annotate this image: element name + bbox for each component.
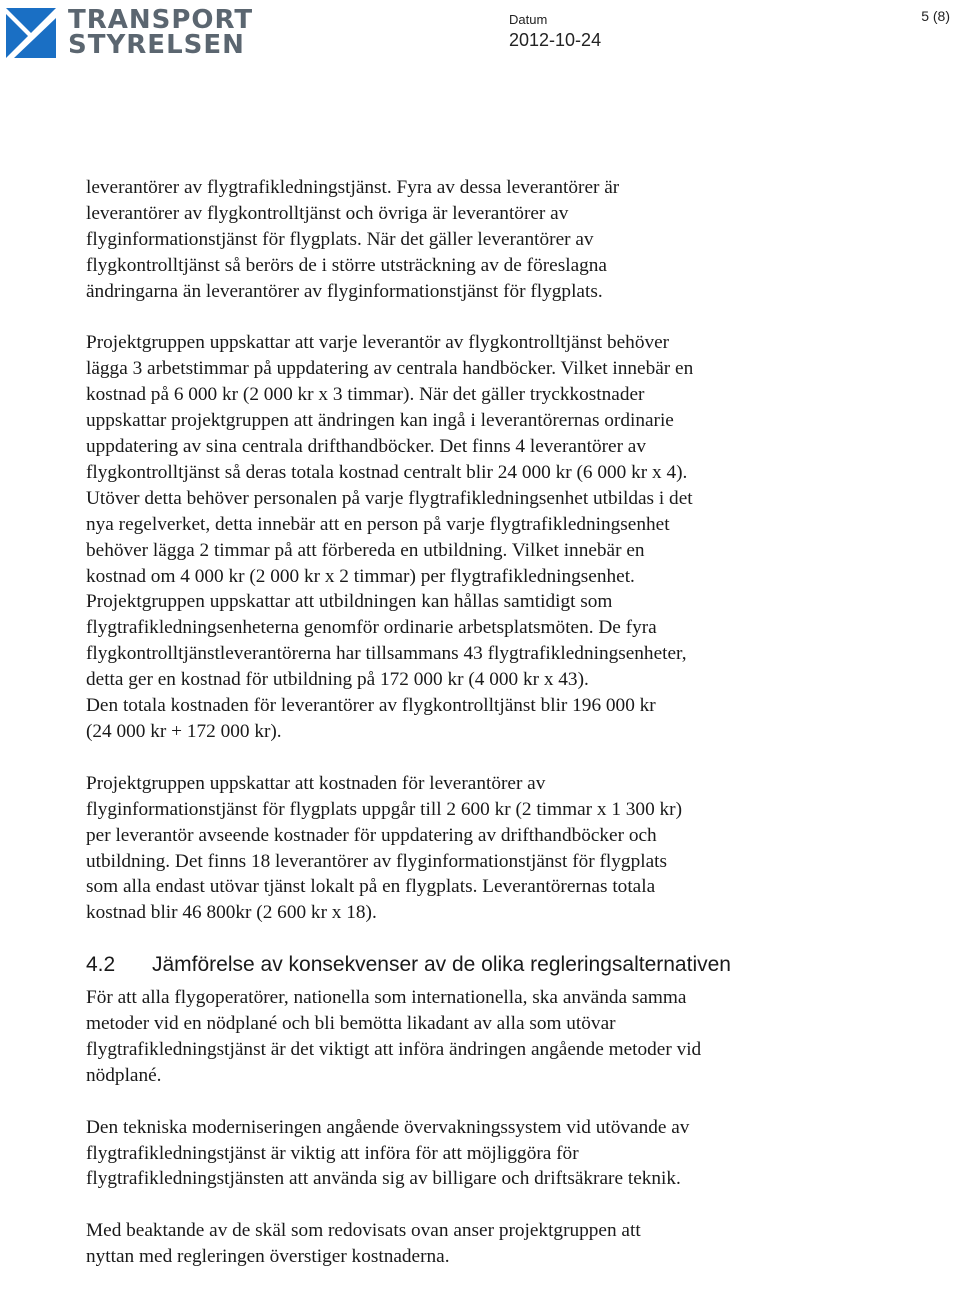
paragraph-1 xyxy=(86,175,816,305)
date-value: 2012-10-24 xyxy=(509,30,602,50)
text-line: nya regelverket, detta innebär att en person på varje flygtrafikledningsenhet xyxy=(86,513,670,535)
transportstyrelsen-logo xyxy=(4,5,254,62)
text-line: flygkontrolltjänst så berörs de i större utsträckning av de föreslagna xyxy=(86,254,607,276)
section-heading xyxy=(86,952,816,978)
text-line: För att alla flygoperatörer, nationella som internationella, ska använda samma xyxy=(86,987,687,1009)
paragraph-5 xyxy=(86,1115,816,1193)
text-line: flyginformationstjänst för flygplats uppgår till 2 600 kr (2 timmar x 1 300 kr) xyxy=(86,798,683,820)
paragraph-3 xyxy=(86,771,816,926)
text-line: metoder vid en nödplané och bli bemötta likadant av alla som utövar xyxy=(86,1013,616,1035)
text-line: leverantörer av flygtrafikledningstjänst. Fyra av dessa leverantörer är xyxy=(86,177,620,198)
text-line: detta ger en kostnad för utbildning på 172 000 kr (4 000 kr x 43). xyxy=(86,669,589,691)
text-line: uppskattar projektgruppen att ändringen kan ingå i leverantörernas ordinarie xyxy=(86,410,674,432)
paragraph-2 xyxy=(86,330,816,745)
text-line: ändringarna än leverantörer av flyginformationstjänst för flygplats. xyxy=(86,280,603,302)
page-number: 5 (8) xyxy=(921,8,950,24)
text-line: Projektgruppen uppskattar att varje leverantör av flygkontrolltjänst behöver xyxy=(86,332,670,354)
paragraph-4 xyxy=(86,985,816,1089)
text-line: per leverantör avseende kostnader för uppdatering av drifthandböcker och xyxy=(86,824,657,846)
text-line: flygkontrolltjänstleverantörerna har tillsammans 43 flygtrafikledningsenheter, xyxy=(86,643,687,665)
text-line: flygtrafikledningstjänst är det viktigt att införa ändringen angående metoder vid xyxy=(86,1038,702,1060)
text-line: behöver lägga 2 timmar på att förbereda en utbildning. Vilket innebär en xyxy=(86,539,645,561)
text-line: Projektgruppen uppskattar att utbildningen kan hållas samtidigt som xyxy=(86,591,613,613)
text-line: nyttan med regleringen överstiger kostnaderna. xyxy=(86,1246,450,1268)
text-line: flygtrafikledningsenheterna genomför ordinarie arbetsplatsmöten. De fyra xyxy=(86,617,657,639)
text-line: Projektgruppen uppskattar att kostnaden för leverantörer av xyxy=(86,772,546,794)
text-line: flygtrafikledningstjänsten att använda sig av billigare och driftsäkrare teknik. xyxy=(86,1168,681,1190)
paragraph-6 xyxy=(86,1218,816,1270)
section-number: 4.2 xyxy=(86,953,116,977)
text-line: som alla endast utövar tjänst lokalt på en flygplats. Leverantörernas totala xyxy=(86,876,656,898)
text-line: Den totala kostnaden för leverantörer av flygkontrolltjänst blir 196 000 kr xyxy=(86,695,656,717)
text-line: kostnad blir 46 800kr (2 600 kr x 18). xyxy=(86,902,377,924)
text-line: Utöver detta behöver personalen på varje flygtrafikledningsenhet utbildas i det xyxy=(86,487,693,509)
text-line: nödplané. xyxy=(86,1064,162,1086)
text-line: Den tekniska moderniseringen angående övervakningssystem vid utövande av xyxy=(86,1116,690,1138)
text-line: lägga 3 arbetstimmar på uppdatering av centrala handböcker. Vilket innebär en xyxy=(86,358,694,380)
date-label: Datum xyxy=(509,12,548,27)
logo-line-1: TRANSPORT xyxy=(68,5,254,35)
section-title: Jämförelse av konsekvenser av de olika regleringsalternativen xyxy=(152,953,731,977)
text-line: (24 000 kr + 172 000 kr). xyxy=(86,721,282,743)
text-line: leverantörer av flygkontrolltjänst och övriga är leverantörer av xyxy=(86,202,569,224)
text-line: flygkontrolltjänst så deras totala kostnad centralt blir 24 000 kr (6 000 kr x 4). xyxy=(86,461,688,483)
text-line: kostnad på 6 000 kr (2 000 kr x 3 timmar). När det gäller tryckkostnader xyxy=(86,384,645,406)
logo-mark-icon xyxy=(4,6,62,60)
logo-wordmark xyxy=(68,5,254,60)
text-line: flygtrafikledningstjänst är viktig att införa för att möjliggöra för xyxy=(86,1142,579,1164)
text-line: uppdatering av sina centrala drifthandböcker. Det finns 4 leverantörer av xyxy=(86,436,647,458)
document-body xyxy=(86,175,816,1296)
text-line: flyginformationstjänst för flygplats. När det gäller leverantörer av xyxy=(86,228,594,250)
page-header xyxy=(0,0,960,70)
text-line: Med beaktande av de skäl som redovisats ovan anser projektgruppen att xyxy=(86,1220,641,1242)
logo-line-2: STYRELSEN xyxy=(68,30,245,60)
text-line: utbildning. Det finns 18 leverantörer av flyginformationstjänst för flygplats xyxy=(86,850,667,872)
text-line: kostnad om 4 000 kr (2 000 kr x 2 timmar) per flygtrafikledningsenhet. xyxy=(86,565,635,587)
